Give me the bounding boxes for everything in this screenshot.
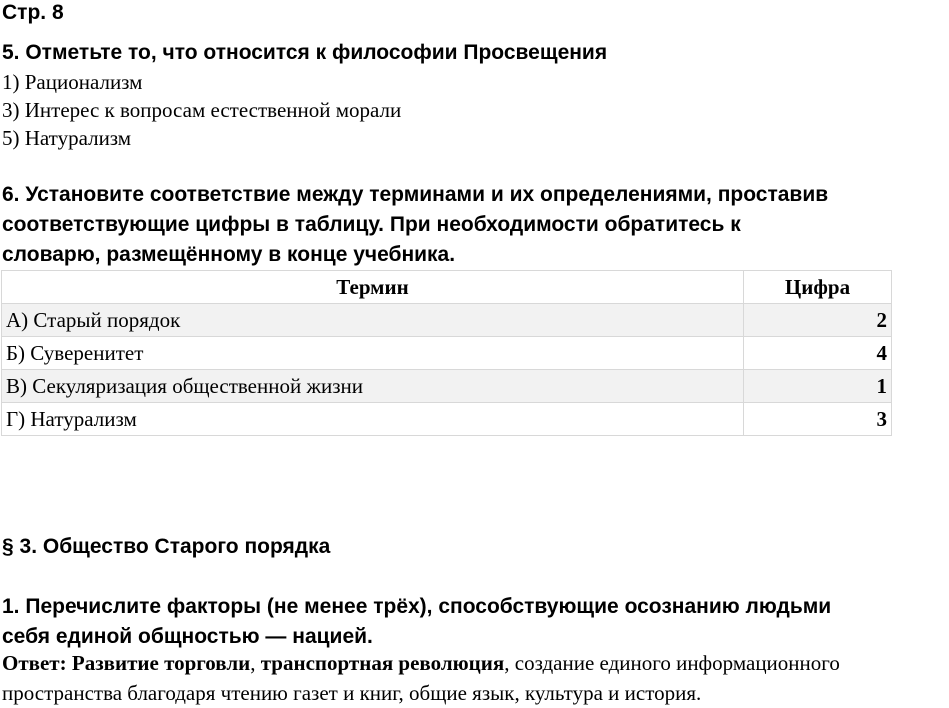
table-row	[2, 370, 892, 403]
table-row	[2, 403, 892, 436]
answer-bold-term: транспортная революция	[260, 651, 505, 675]
terms-table	[1, 270, 892, 436]
section-title: § 3. Общество Старого порядка	[2, 535, 331, 558]
term-cell: А) Старый порядок	[2, 304, 744, 337]
header-digit: Цифра	[744, 271, 892, 304]
question-5-option: 1) Рационализм	[2, 70, 143, 94]
section-question-1-title-line: 1. Перечислите факторы (не менее трёх), способствующие осознанию людьми	[2, 595, 832, 618]
question-6-title-line: словарю, размещённому в конце учебника.	[2, 243, 456, 266]
answer-paragraph	[2, 648, 947, 708]
answer-text: , создание единого информационного пространства благодаря чтению газет и книг, общие язык, культура и история.	[2, 651, 840, 705]
section-question-1-title-line: себя единой общностью — нацией.	[2, 625, 373, 648]
answer-separator: ,	[250, 651, 261, 675]
term-cell: Г) Натурализм	[2, 403, 744, 436]
term-cell: В) Секуляризация общественной жизни	[2, 370, 744, 403]
table-row	[2, 337, 892, 370]
answer-bold-term: Развитие торговли	[71, 651, 251, 675]
header-term: Термин	[2, 271, 744, 304]
answer-label: Ответ:	[2, 651, 67, 675]
digit-cell: 2	[744, 304, 892, 337]
question-6-title-line: 6. Установите соответствие между терминами и их определениями, проставив	[2, 183, 829, 206]
question-5-title: 5. Отметьте то, что относится к философии Просвещения	[2, 41, 608, 64]
digit-cell: 1	[744, 370, 892, 403]
digit-cell: 3	[744, 403, 892, 436]
question-5-option: 5) Натурализм	[2, 126, 132, 150]
page-label: Стр. 8	[2, 1, 64, 24]
table-row	[2, 304, 892, 337]
table-header-row	[2, 271, 892, 304]
term-cell: Б) Суверенитет	[2, 337, 744, 370]
question-5-option: 3) Интерес к вопросам естественной морали	[2, 98, 402, 122]
question-6-title-line: соответствующие цифры в таблицу. При необходимости обратитесь к	[2, 213, 741, 236]
digit-cell: 4	[744, 337, 892, 370]
